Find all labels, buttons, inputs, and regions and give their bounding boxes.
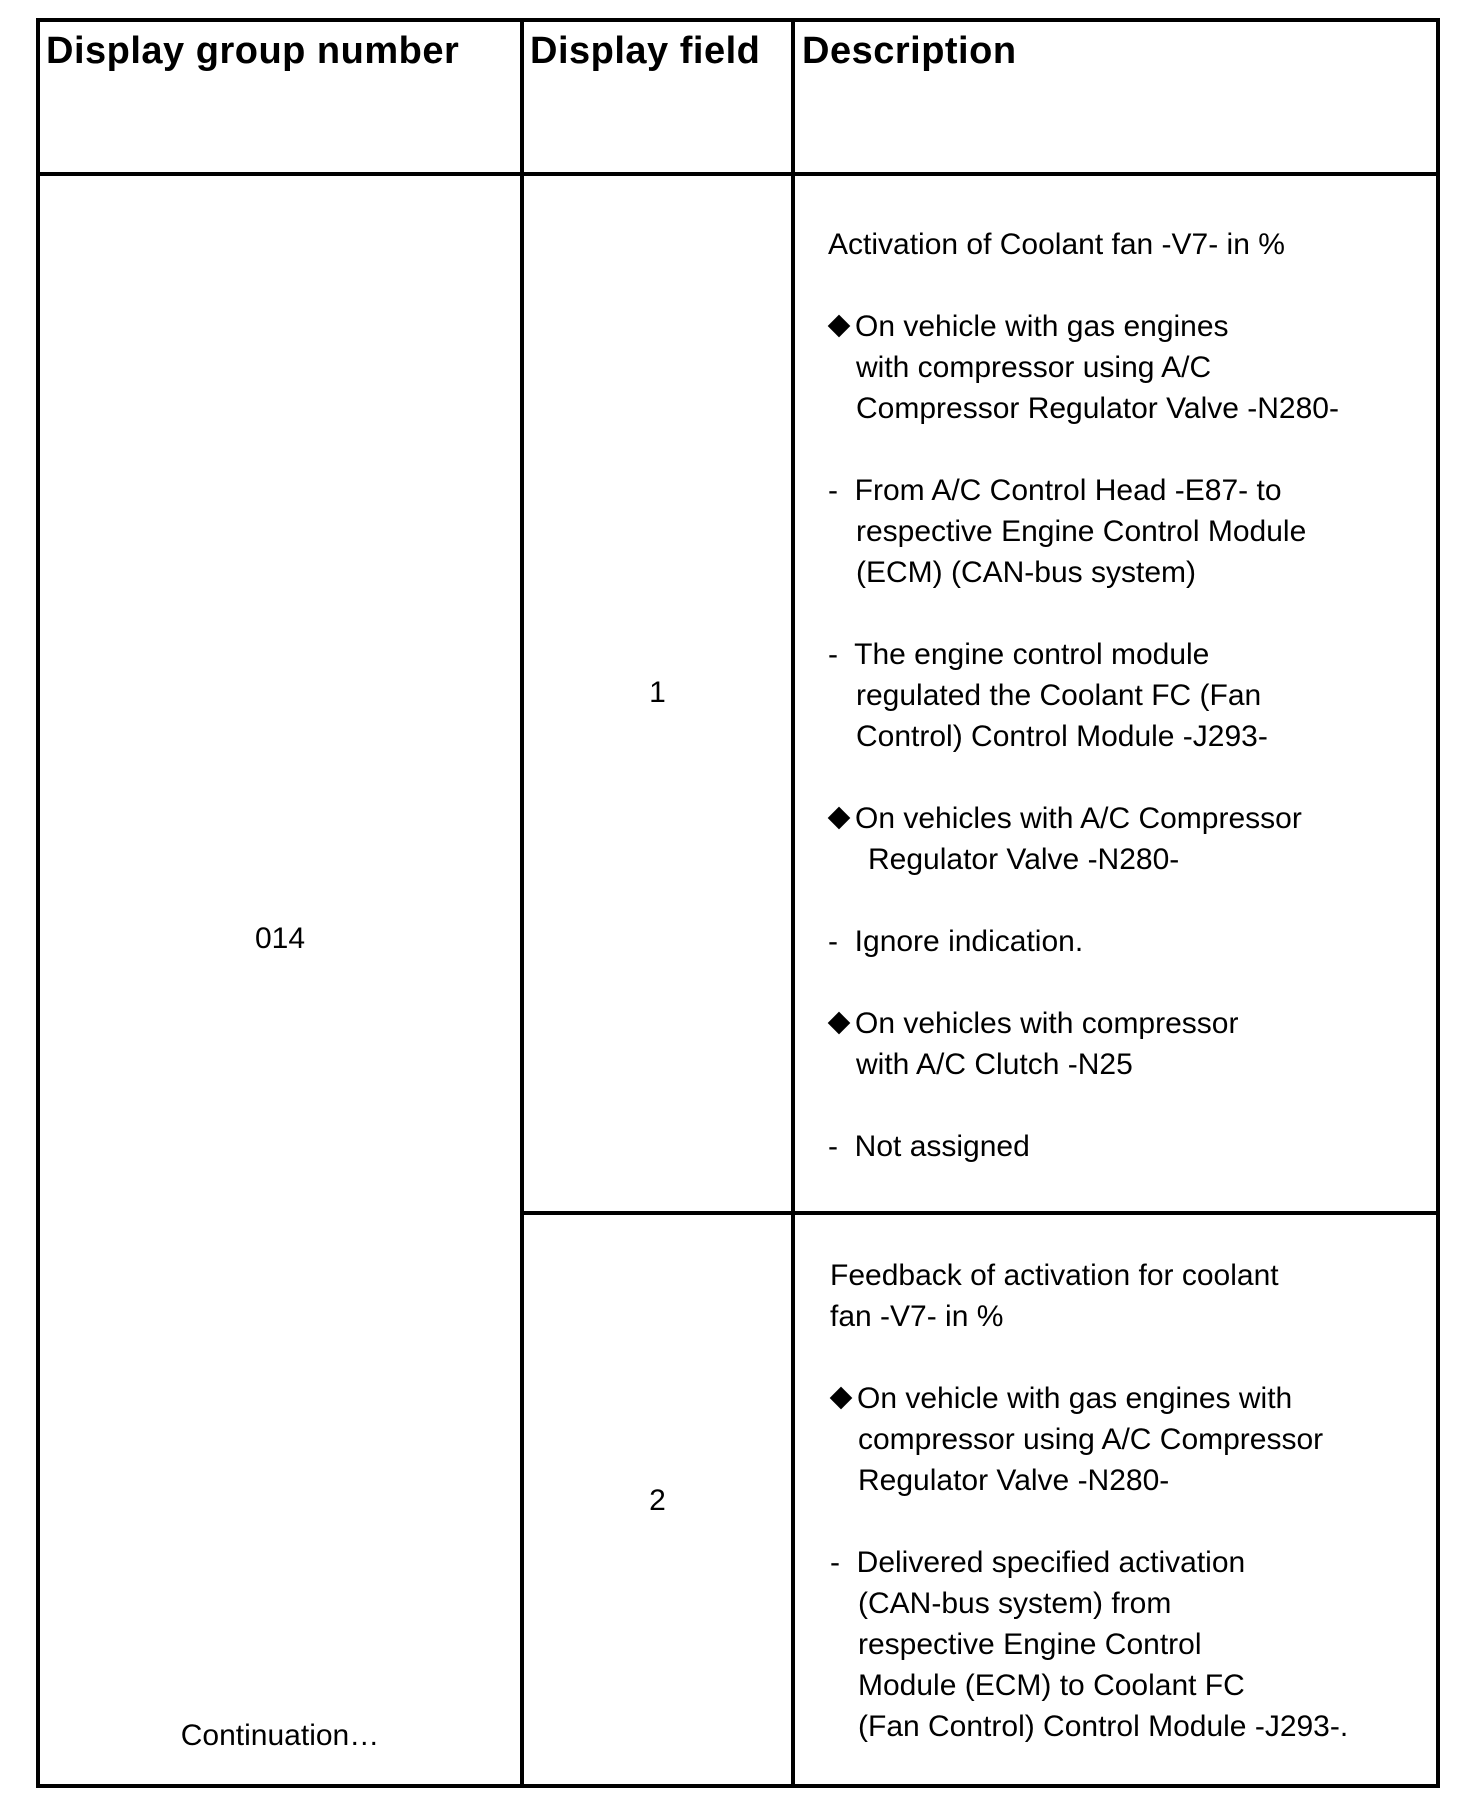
- group-number: 014: [254, 922, 306, 955]
- bullet-item-line: Compressor Regulator Valve -N280-: [856, 392, 1339, 425]
- dash-item-line: (ECM) (CAN-bus system): [856, 556, 1197, 589]
- dash-item: - Ignore indication.: [828, 925, 1084, 958]
- row-divider: [520, 1211, 1436, 1215]
- display-field-2: 2: [649, 1484, 666, 1517]
- continuation-note: Continuation…: [180, 1719, 380, 1752]
- bullet-item-line: with A/C Clutch -N25: [856, 1048, 1133, 1081]
- dash-item: - Not assigned: [828, 1130, 1030, 1163]
- bullet-item-line: compressor using A/C Compressor: [858, 1423, 1324, 1456]
- diamond-bullet-icon: [828, 1012, 851, 1035]
- bullet-item-line: Regulator Valve -N280-: [858, 1464, 1170, 1497]
- column-divider: [520, 22, 524, 1784]
- dash-item: - From A/C Control Head -E87- to: [828, 474, 1282, 507]
- description-title: Activation of Coolant fan -V7- in %: [828, 228, 1285, 261]
- dash-item-line: regulated the Coolant FC (Fan: [856, 679, 1262, 712]
- display-group-table: [36, 18, 1440, 1788]
- diamond-bullet-icon: [828, 807, 851, 830]
- header-display-field: Display field: [530, 30, 761, 72]
- header-display-group-number: Display group number: [46, 30, 460, 72]
- header-divider: [40, 172, 1436, 176]
- bullet-item: On vehicles with compressor: [828, 1003, 1339, 1044]
- description-row-1: [828, 224, 1339, 1167]
- description-title: fan -V7- in %: [830, 1300, 1004, 1333]
- bullet-item: On vehicle with gas engines: [828, 306, 1339, 347]
- bullet-item: On vehicle with gas engines with: [830, 1378, 1348, 1419]
- display-field-1: 1: [649, 676, 666, 709]
- bullet-item-line: Regulator Valve -N280-: [868, 843, 1180, 876]
- description-title: Feedback of activation for coolant: [830, 1259, 1279, 1292]
- dash-item: - Delivered specified activation: [830, 1546, 1246, 1579]
- description-row-2: [830, 1255, 1348, 1747]
- dash-item-line: Module (ECM) to Coolant FC: [858, 1669, 1245, 1702]
- dash-item-line: (Fan Control) Control Module -J293-.: [858, 1710, 1349, 1743]
- header-description: Description: [802, 30, 1017, 72]
- dash-item-line: respective Engine Control Module: [856, 515, 1307, 548]
- column-divider: [791, 22, 795, 1784]
- bullet-item: On vehicles with A/C Compressor: [828, 798, 1339, 839]
- dash-item-line: (CAN-bus system) from: [858, 1587, 1172, 1620]
- dash-item-line: Control) Control Module -J293-: [856, 720, 1268, 753]
- dash-item: - The engine control module: [828, 638, 1210, 671]
- dash-item-line: respective Engine Control: [858, 1628, 1202, 1661]
- diamond-bullet-icon: [830, 1387, 853, 1410]
- bullet-item-line: with compressor using A/C: [856, 351, 1212, 384]
- diamond-bullet-icon: [828, 315, 851, 338]
